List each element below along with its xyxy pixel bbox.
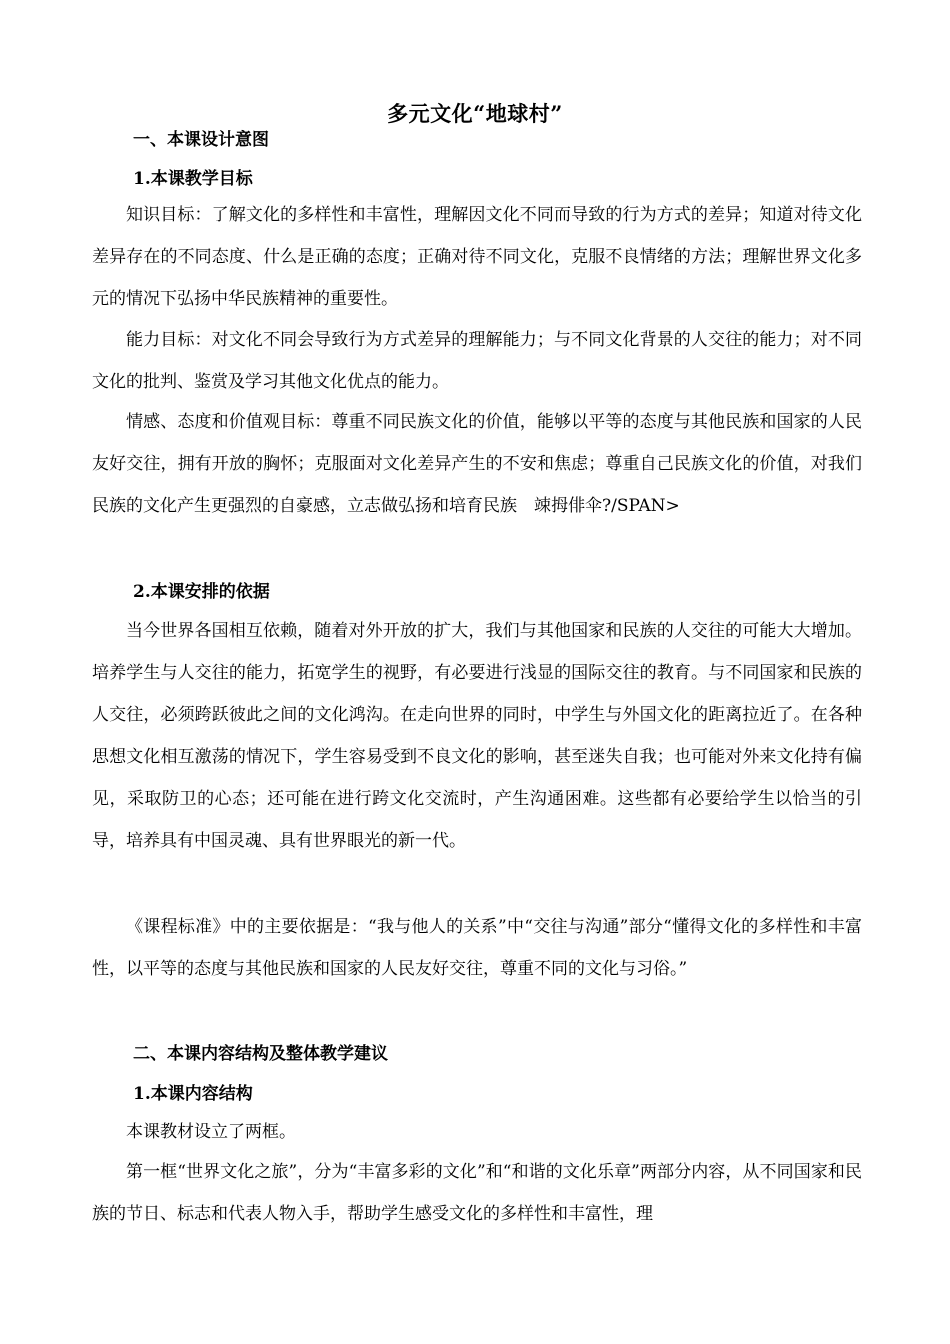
section-1-2-heading: 2.本课安排的依据: [133, 582, 270, 602]
document-title: 多元文化“地球村”: [387, 101, 563, 126]
structure-paragraph-2: 第一框“世界文化之旅”，分为“丰富多彩的文化”和“和谐的文化乐章”两部分内容，从不同国家和民族的节日、标志和代表人物入手，帮助学生感受文化的多样性和丰富性，理: [92, 1162, 862, 1224]
section-1-1-heading: 1.本课教学目标: [133, 169, 253, 189]
knowledge-goal-paragraph: 知识目标：了解文化的多样性和丰富性，理解因文化不同而导致的行为方式的差异；知道对待文化差异存在的不同态度、什么是正确的态度；正确对待不同文化，克服不良情绪的方法；理解世界文化多元的情况下弘扬中华民族精神的重要性。: [92, 205, 862, 309]
ability-goal-paragraph: 能力目标：对文化不同会导致行为方式差异的理解能力；与不同文化背景的人交往的能力；对不同文化的批判、鉴赏及学习其他文化优点的能力。: [92, 330, 862, 392]
basis-paragraph-2: 《课程标准》中的主要依据是：“我与他人的关系”中“交往与沟通”部分“懂得文化的多样性和丰富性，以平等的态度与其他民族和国家的人民友好交往，尊重不同的文化与习俗。”: [92, 917, 862, 979]
structure-paragraph-1: 本课教材设立了两框。: [126, 1122, 296, 1142]
section-2-heading: 二、本课内容结构及整体教学建议: [133, 1044, 388, 1064]
section-1-heading: 一、本课设计意图: [133, 130, 269, 150]
basis-paragraph-1: 当今世界各国相互依赖，随着对外开放的扩大，我们与其他国家和民族的人交往的可能大大增加。培养学生与人交往的能力，拓宽学生的视野，有必要进行浅显的国际交往的教育。与不同国家和民族的人交往，必须跨跃彼此之间的文化鸿沟。在走向世界的同时，中学生与外国文化的距离拉近了。在各种思想文化相互激荡的情况下，学生容易受到不良文化的影响，甚至迷失自我；也可能对外来文化持有偏见，采取防卫的心态；还可能在进行跨文化交流时，产生沟通困难。这些都有必要给学生以恰当的引导，培养具有中国灵魂、具有世界眼光的新一代。: [92, 621, 862, 851]
emotion-goal-paragraph: 情感、态度和价值观目标：尊重不同民族文化的价值，能够以平等的态度与其他民族和国家的人民友好交往，拥有开放的胸怀；克服面对文化差异产生的不安和焦虑；尊重自己民族文化的价值，对我们民族的文化产生更强烈的自豪感，立志做弘扬和培育民族 竦拇俳伞?/SPAN>: [92, 412, 862, 516]
section-2-1-heading: 1.本课内容结构: [133, 1084, 253, 1104]
